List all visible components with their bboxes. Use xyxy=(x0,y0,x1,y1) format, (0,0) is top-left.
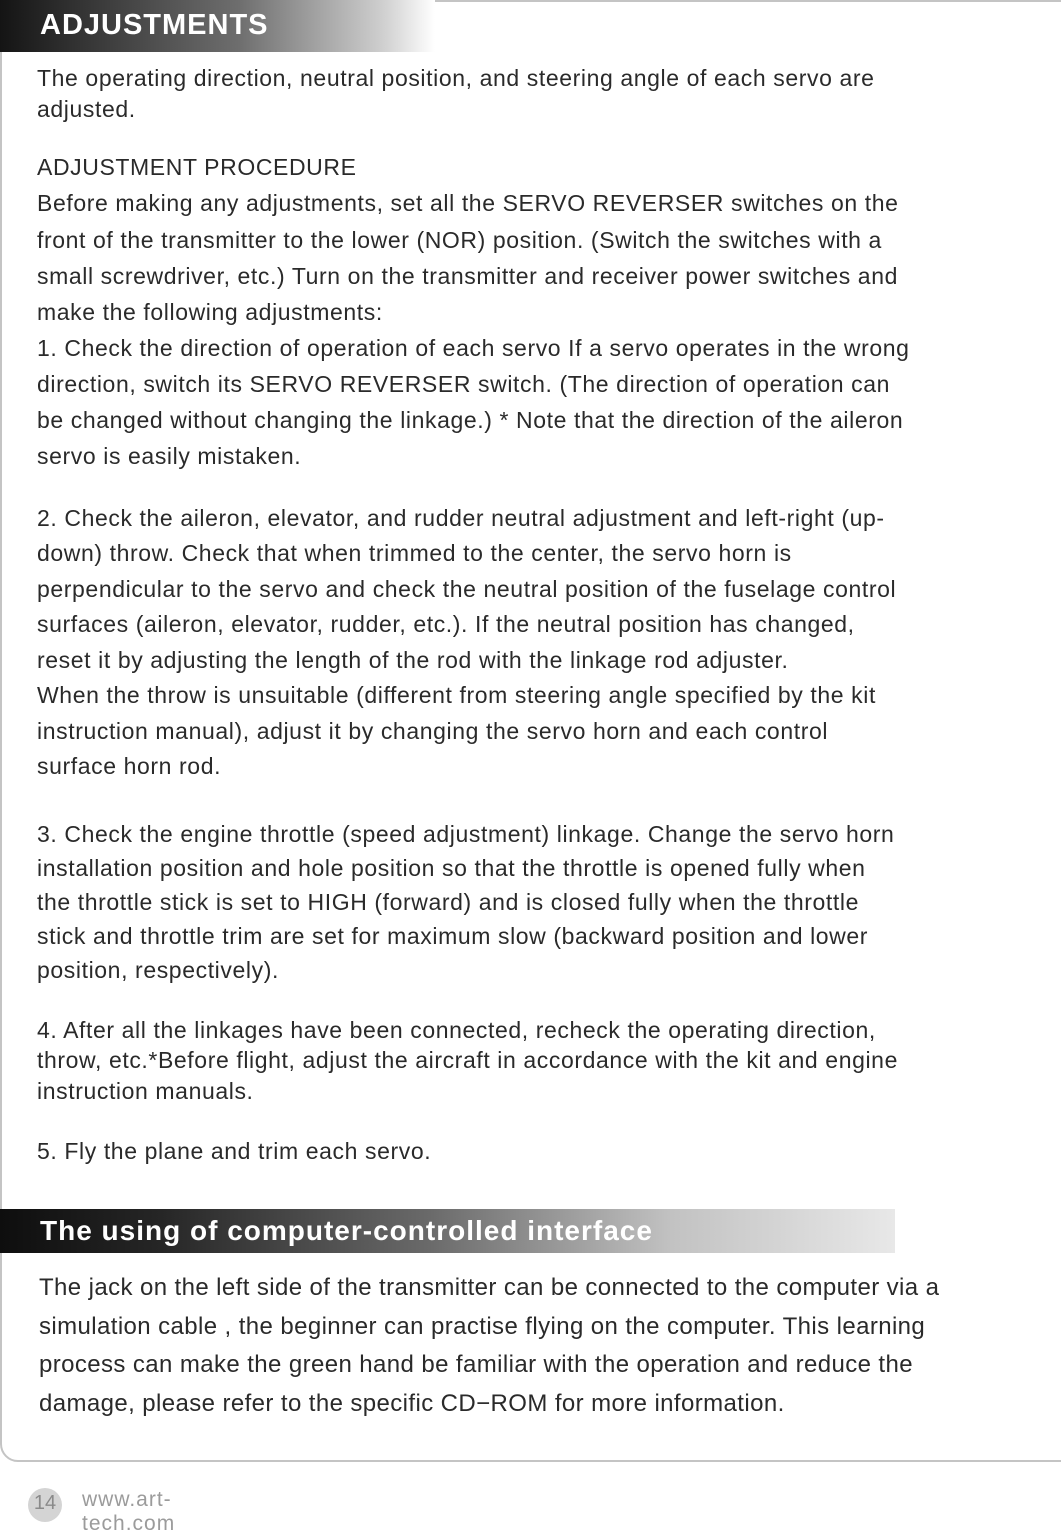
intro-line: adjusted. xyxy=(37,96,136,122)
step4-line: instruction manuals. xyxy=(37,1078,254,1104)
procedure-intro-line: small screwdriver, etc.) Turn on the transmitter and receiver power switches and xyxy=(37,263,898,289)
computer-interface-header xyxy=(0,1209,895,1253)
step3-line: position, respectively). xyxy=(37,957,279,983)
step1-line: servo is easily mistaken. xyxy=(37,443,302,469)
step2-line: 2. Check the aileron, elevator, and rudder neutral adjustment and left-right (up- xyxy=(37,505,885,531)
computer-interface-title: The using of computer-controlled interface xyxy=(40,1215,653,1246)
step2-line: instruction manual), adjust it by changing the servo horn and each control xyxy=(37,718,829,744)
procedure-intro-line: make the following adjustments: xyxy=(37,299,383,325)
step3-line: stick and throttle trim are set for maximum slow (backward position and lower xyxy=(37,923,869,949)
section2-line: simulation cable , the beginner can practise flying on the computer. This learning xyxy=(39,1313,926,1340)
section2-line: process can make the green hand be familiar with the operation and reduce the xyxy=(39,1351,913,1378)
page-number-badge: 14 xyxy=(28,1488,62,1522)
step1-line: be changed without changing the linkage.) * Note that the direction of the aileron xyxy=(37,407,904,433)
step2-line: reset it by adjusting the length of the rod with the linkage rod adjuster. xyxy=(37,647,789,673)
step5-line: 5. Fly the plane and trim each servo. xyxy=(37,1138,432,1164)
procedure-intro-line: Before making any adjustments, set all the SERVO REVERSER switches on the xyxy=(37,190,899,216)
step3-line: installation position and hole position so that the throttle is opened fully when xyxy=(37,855,866,881)
step4-line: 4. After all the linkages have been connected, recheck the operating direction, xyxy=(37,1017,876,1043)
procedure-intro-line: front of the transmitter to the lower (NOR) position. (Switch the switches with a xyxy=(37,227,882,253)
intro-line: The operating direction, neutral position, and steering angle of each servo are xyxy=(37,65,875,91)
step2-line: When the throw is unsuitable (different from steering angle specified by the kit xyxy=(37,682,876,708)
step4-line: throw, etc.*Before flight, adjust the aircraft in accordance with the kit and engine xyxy=(37,1047,898,1073)
step2-line: down) throw. Check that when trimmed to the center, the servo horn is xyxy=(37,540,792,566)
step1-line: 1. Check the direction of operation of each servo If a servo operates in the wrong xyxy=(37,335,910,361)
step2-line: surface horn rod. xyxy=(37,753,222,779)
step3-line: 3. Check the engine throttle (speed adjustment) linkage. Change the servo horn xyxy=(37,821,895,847)
step2-line: perpendicular to the servo and check the neutral position of the fuselage control xyxy=(37,576,897,602)
step3-line: the throttle stick is set to HIGH (forward) and is closed fully when the throttle xyxy=(37,889,859,915)
section2-line: The jack on the left side of the transmitter can be connected to the computer via a xyxy=(39,1274,940,1301)
adjustments-title: ADJUSTMENTS xyxy=(40,9,269,41)
step1-line: direction, switch its SERVO REVERSER switch. (The direction of operation can xyxy=(37,371,891,397)
procedure-heading: ADJUSTMENT PROCEDURE xyxy=(37,154,357,180)
adjustments-header xyxy=(0,0,435,52)
section2-line: damage, please refer to the specific CD−ROM for more information. xyxy=(39,1390,785,1417)
website-link[interactable]: www.art-tech.com xyxy=(82,1488,176,1535)
step2-line: surfaces (aileron, elevator, rudder, etc.). If the neutral position has changed, xyxy=(37,611,855,637)
